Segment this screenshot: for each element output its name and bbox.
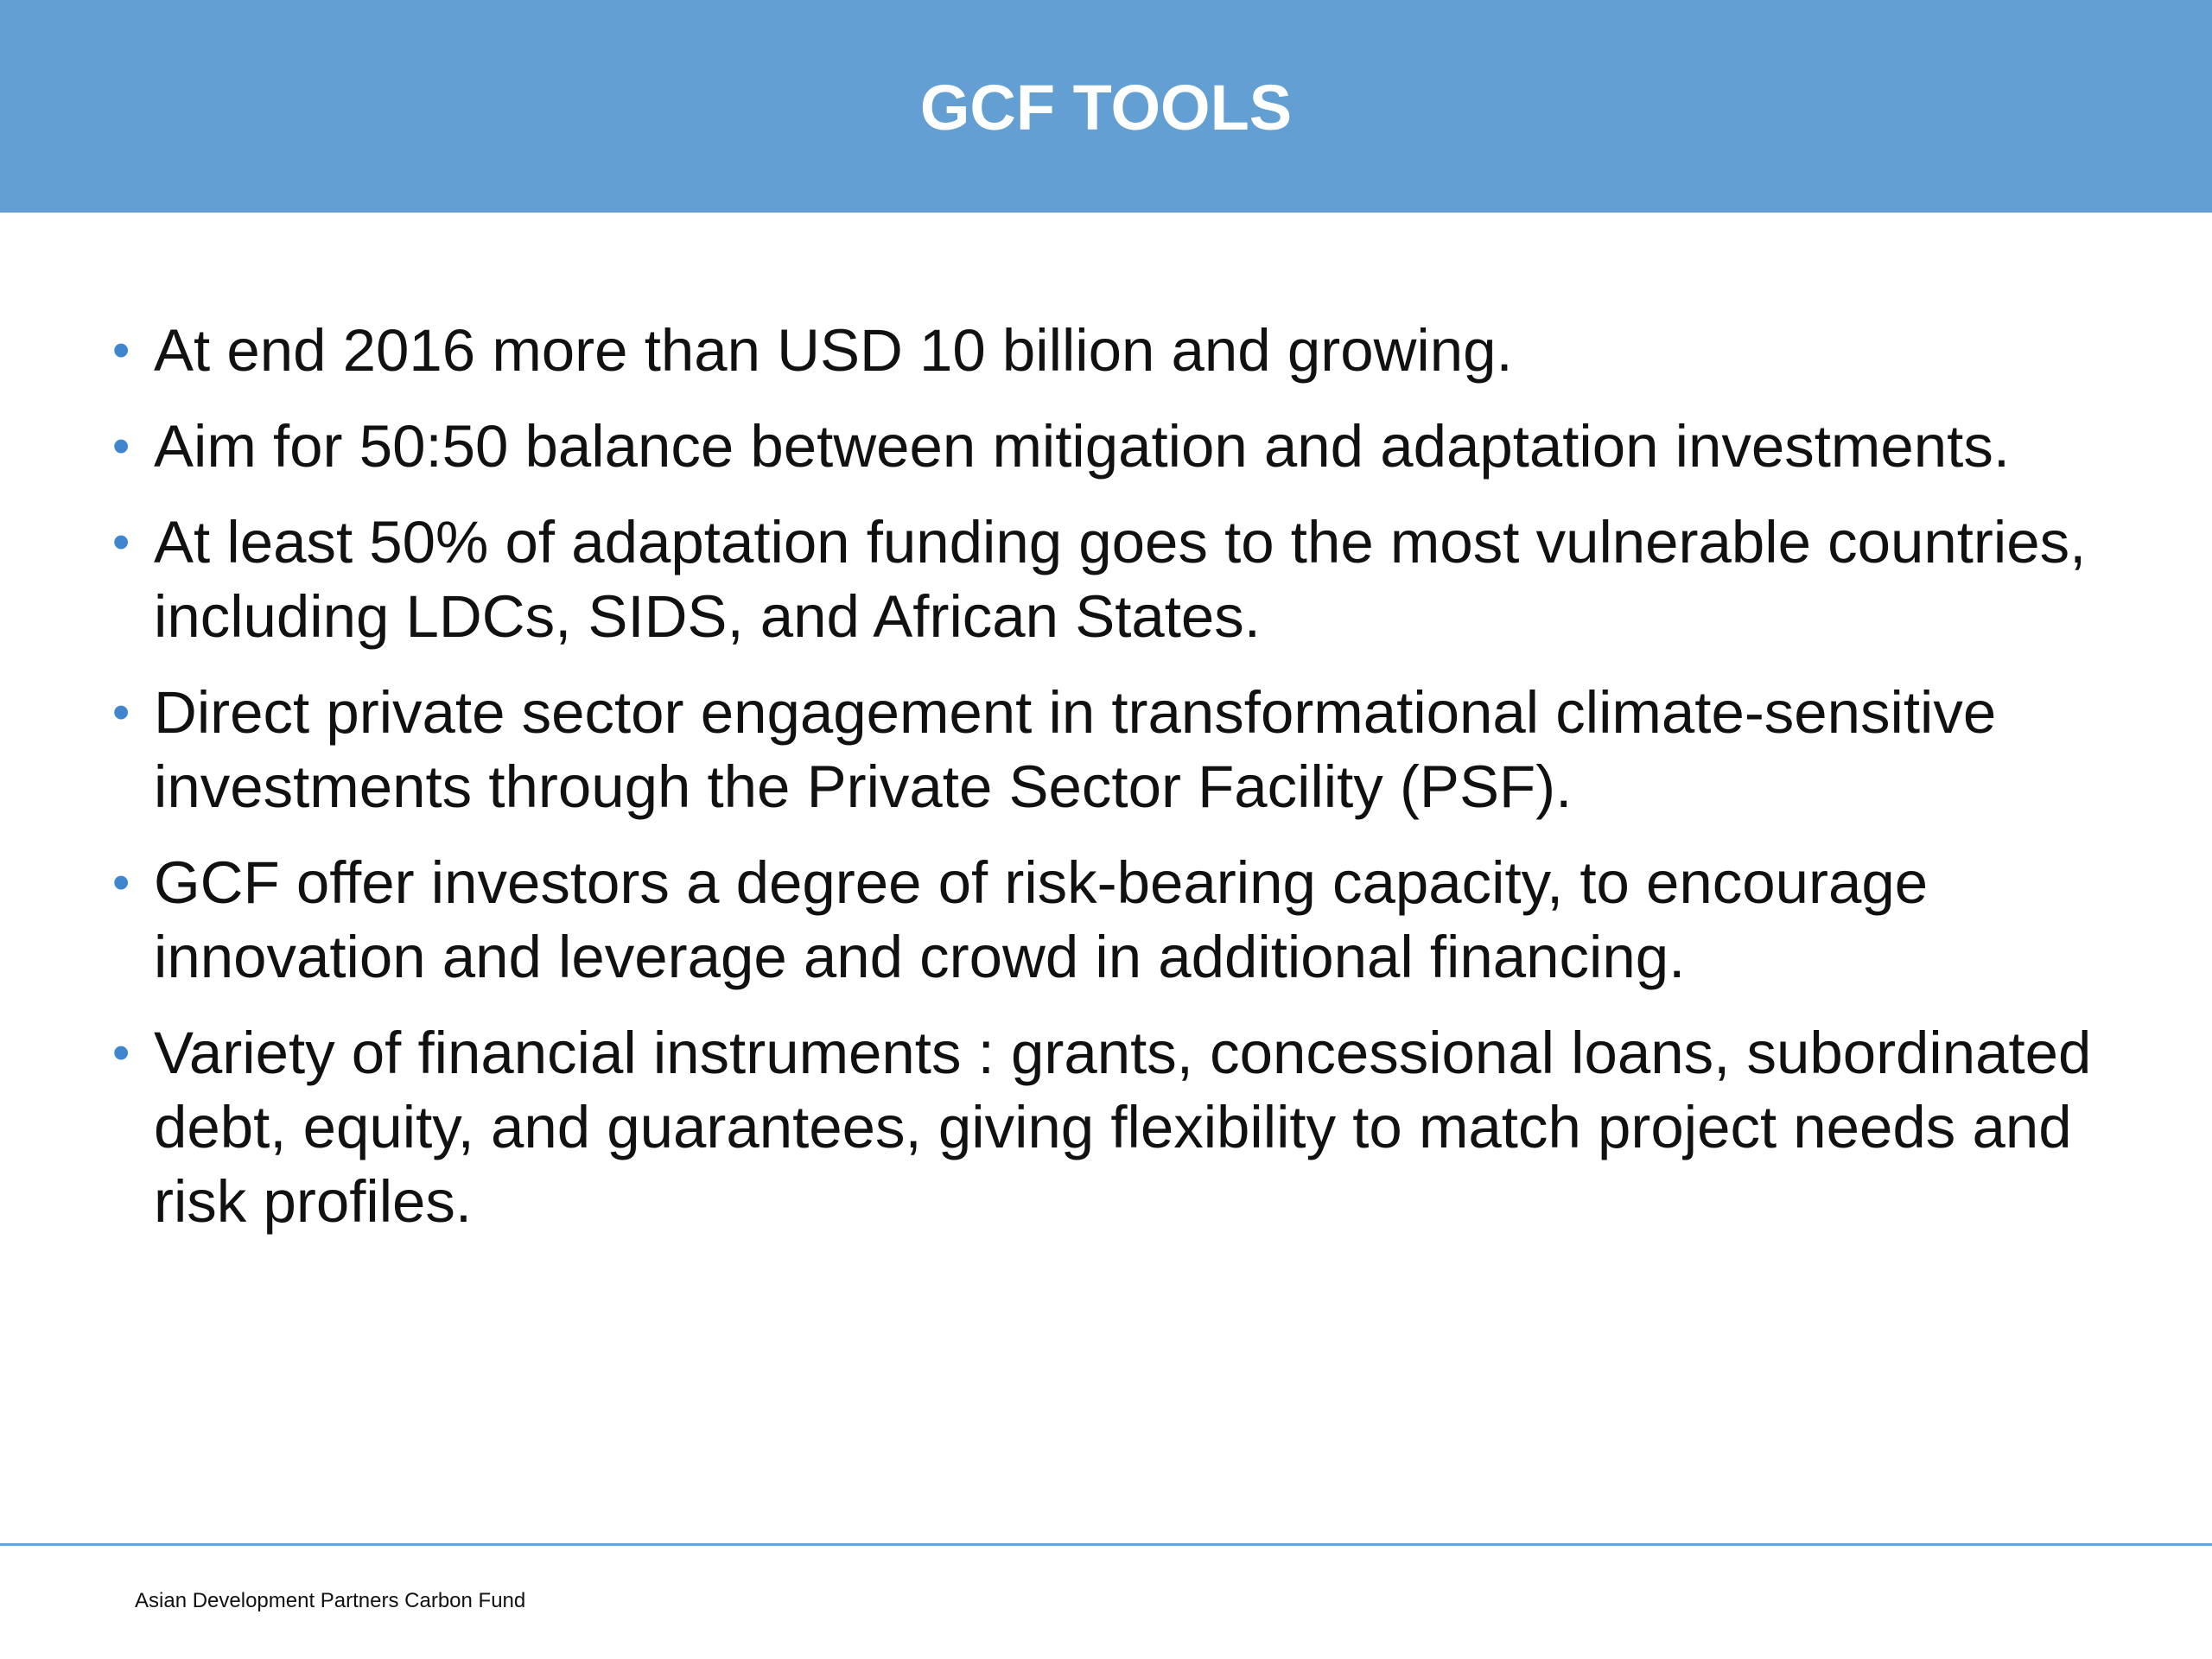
bullet-item (112, 314, 2126, 388)
bullet-item (112, 846, 2126, 995)
bullet-text: Variety of financial instruments : grants, concessional loans, subordinated debt, equity, and guarantees, giving flexibility to match project needs and risk profiles. (154, 1020, 2092, 1235)
bullet-text: At least 50% of adaptation funding goes to the most vulnerable countries, including LDCs, SIDS, and African States. (154, 509, 2087, 650)
footer-divider (0, 1543, 2212, 1546)
bullet-text: GCF offer investors a degree of risk-bearing capacity, to encourage innovation and leverage and crowd in additional financing. (154, 849, 1929, 990)
bullet-text: At end 2016 more than USD 10 billion and growing. (154, 317, 1513, 384)
bullet-text: Direct private sector engagement in transformational climate-sensitive investments through the Private Sector Facility (PSF). (154, 679, 1997, 820)
bullet-dot-icon: • (112, 514, 130, 570)
bullet-dot-icon: • (112, 418, 130, 474)
bullet-dot-icon: • (112, 855, 130, 911)
bullet-item (112, 410, 2126, 484)
slide-title: GCF TOOLS (919, 72, 1293, 143)
bullet-item (112, 1016, 2126, 1239)
bullet-dot-icon: • (112, 1025, 130, 1081)
bullet-item (112, 676, 2126, 824)
bullet-list (112, 314, 2126, 1261)
bullet-item (112, 505, 2126, 654)
bullet-dot-icon: • (112, 684, 130, 741)
bullet-dot-icon: • (112, 322, 130, 378)
footer-text: Asian Development Partners Carbon Fund (135, 1589, 526, 1612)
bullet-text: Aim for 50:50 balance between mitigation and adaptation investments. (154, 413, 2010, 480)
